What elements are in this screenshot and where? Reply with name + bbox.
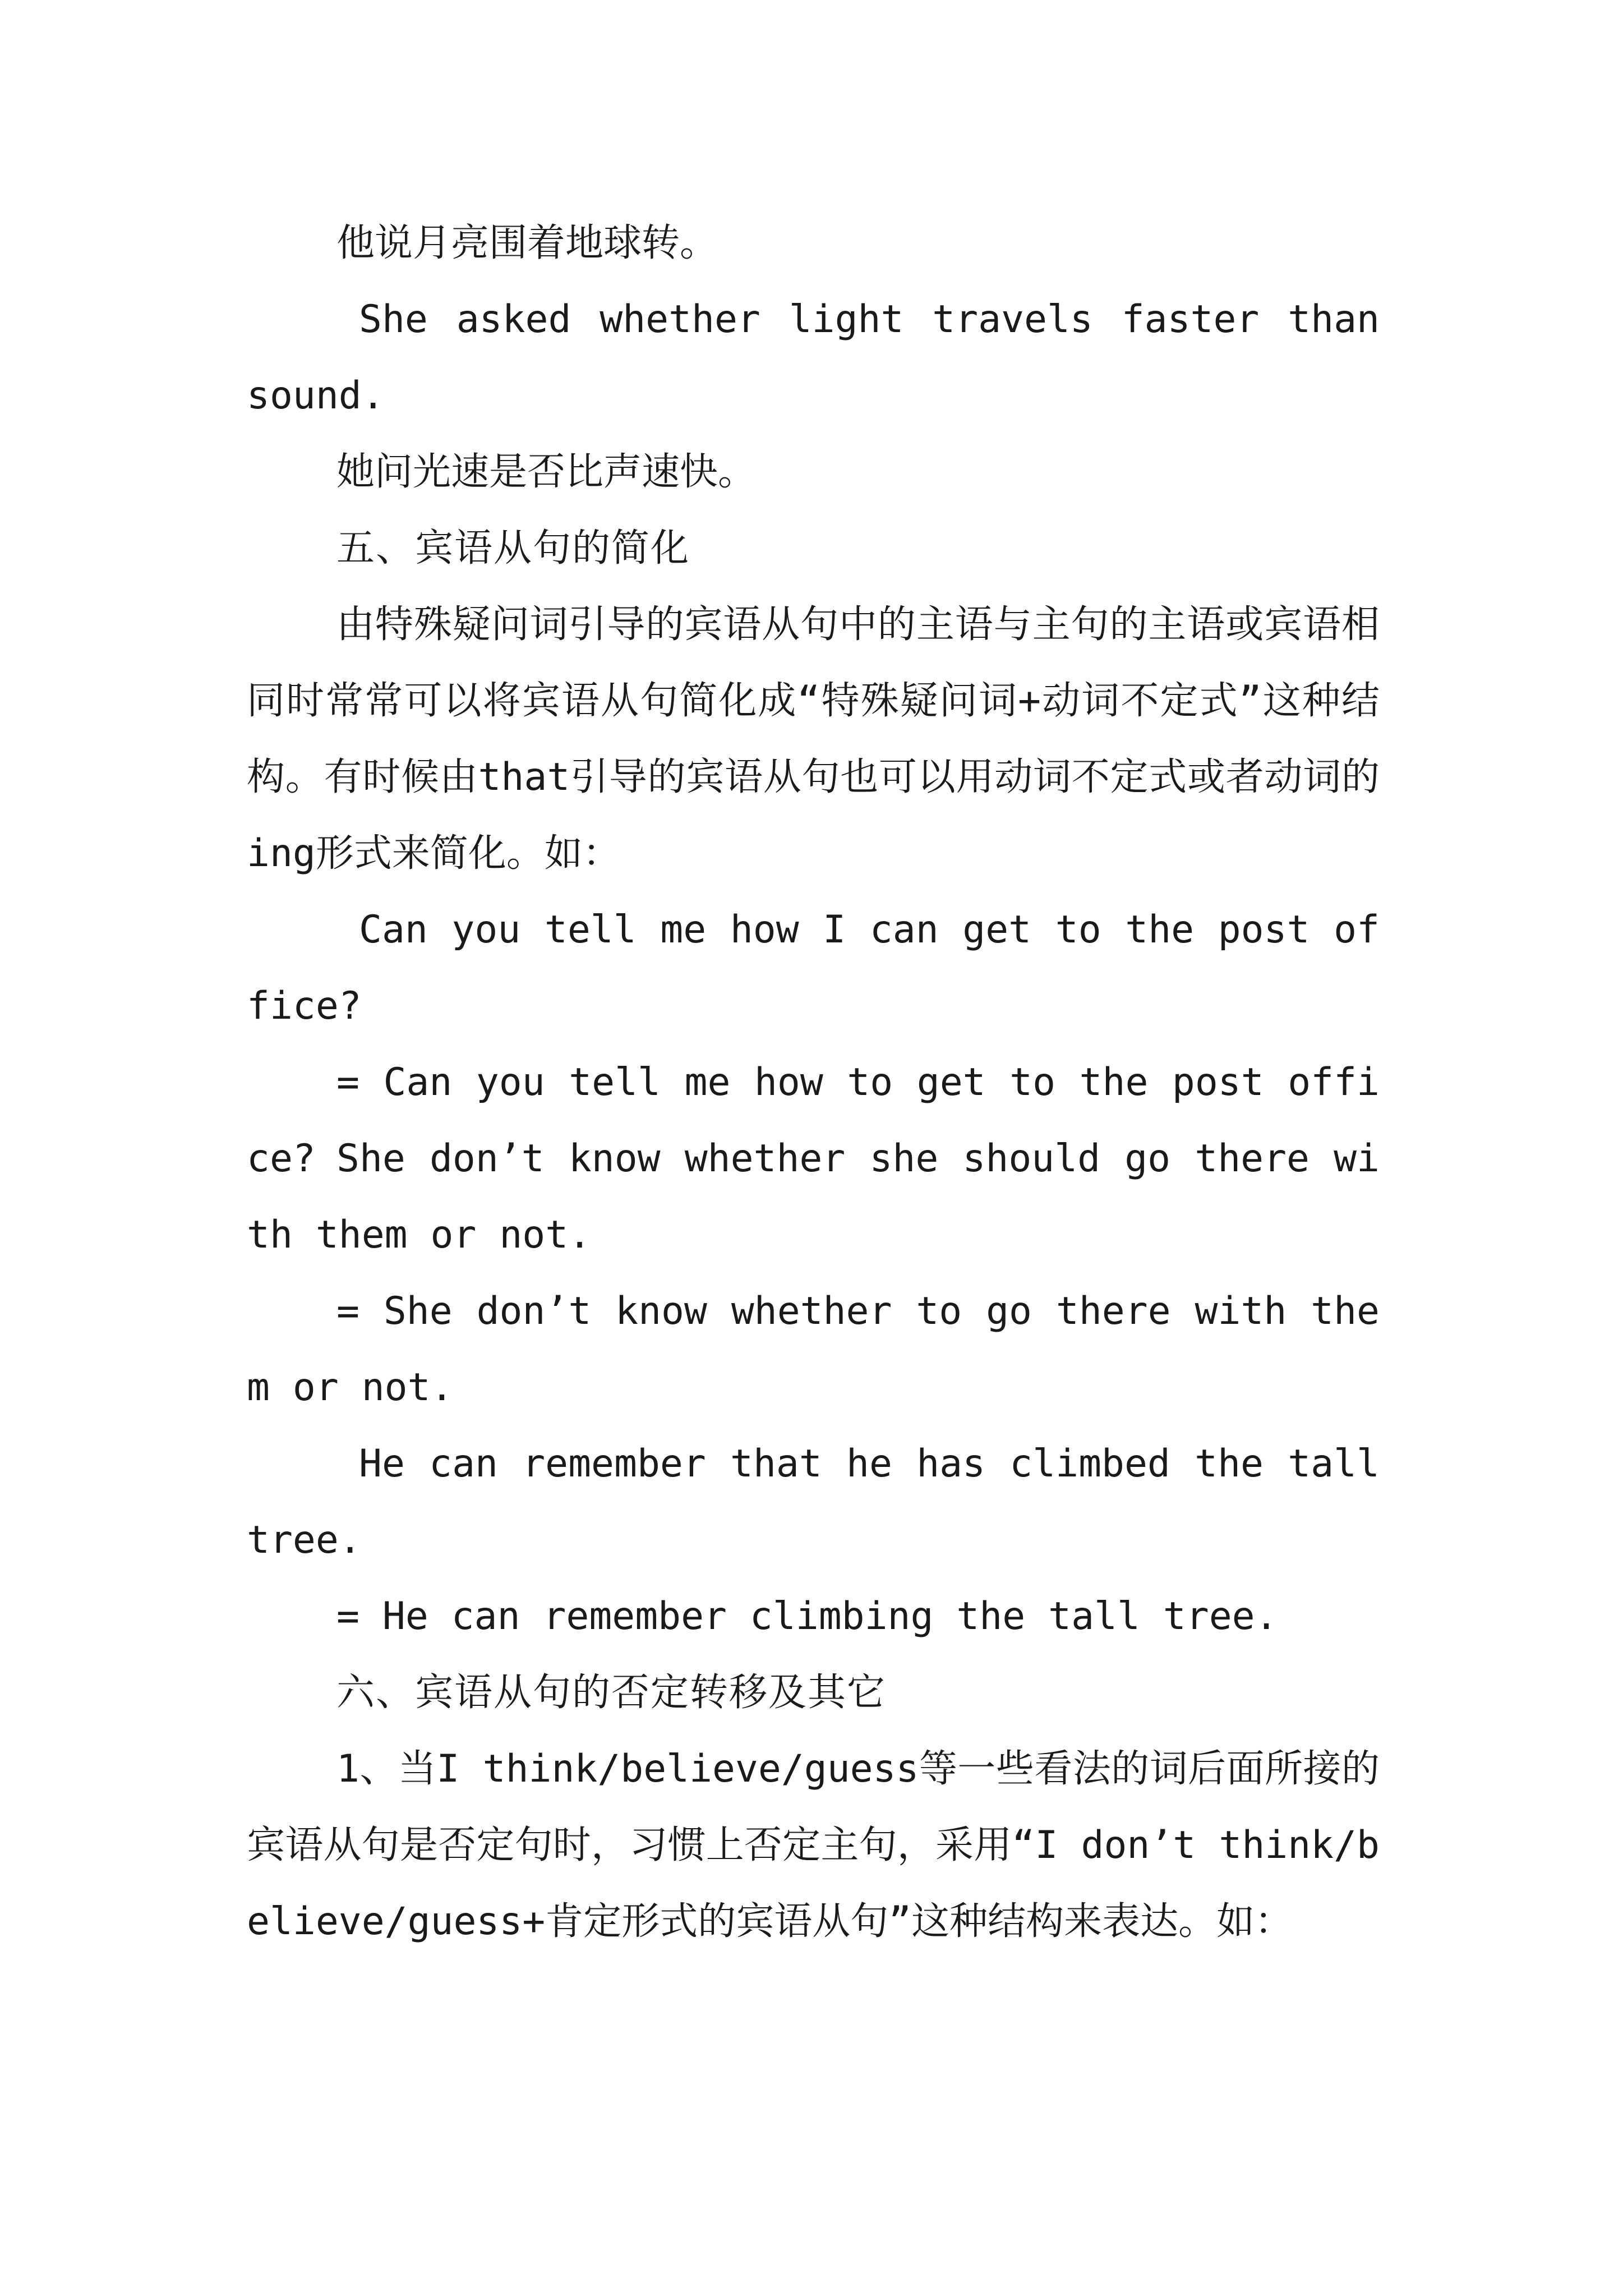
section-heading-6: 六、宾语从句的否定转移及其它	[336, 1671, 887, 1715]
example-sentence-climbed: He can remember that he has climbed the tall tree.	[247, 1442, 1380, 1562]
chinese-translation-light: 她问光速是否比声速快。	[336, 450, 757, 494]
example-sentence-post-office: Can you tell me how I can get to the post office?	[247, 908, 1380, 1028]
chinese-translation-moon: 他说月亮围着地球转。	[336, 221, 718, 265]
example-sentence-go-there: She don’t know whether she should go there with them or not.	[247, 1137, 1380, 1257]
section-heading-5: 五、宾语从句的简化	[336, 526, 690, 570]
example-sentence-climbed-simplified: = He can remember climbing the tall tree.	[336, 1594, 1278, 1639]
explanation-paragraph-simplification: 由特殊疑问词引导的宾语从句中的主语与主句的主语或宾语相同时常常可以将宾语从句简化成“特殊疑问词+动词不定式”这种结构。有时候由that引导的宾语从句也可以用动词不定式或者动词的ing形式来简化。如：	[247, 602, 1380, 876]
example-sentence-light: She asked whether light travels faster than sound.	[247, 297, 1380, 418]
example-sentence-go-there-simplified: = She don’t know whether to go there with them or not.	[247, 1289, 1380, 1410]
example-sentence-post-office-simplified: = Can you tell me how to get to the post office?	[247, 1060, 1380, 1181]
rule-paragraph-negation-transfer: 1、当I think/believe/guess等一些看法的词后面所接的宾语从句是否定句时，习惯上否定主句，采用“I don’t think/believe/guess+肯定形式的宾语从句”这种结构来表达。如：	[247, 1747, 1380, 1944]
